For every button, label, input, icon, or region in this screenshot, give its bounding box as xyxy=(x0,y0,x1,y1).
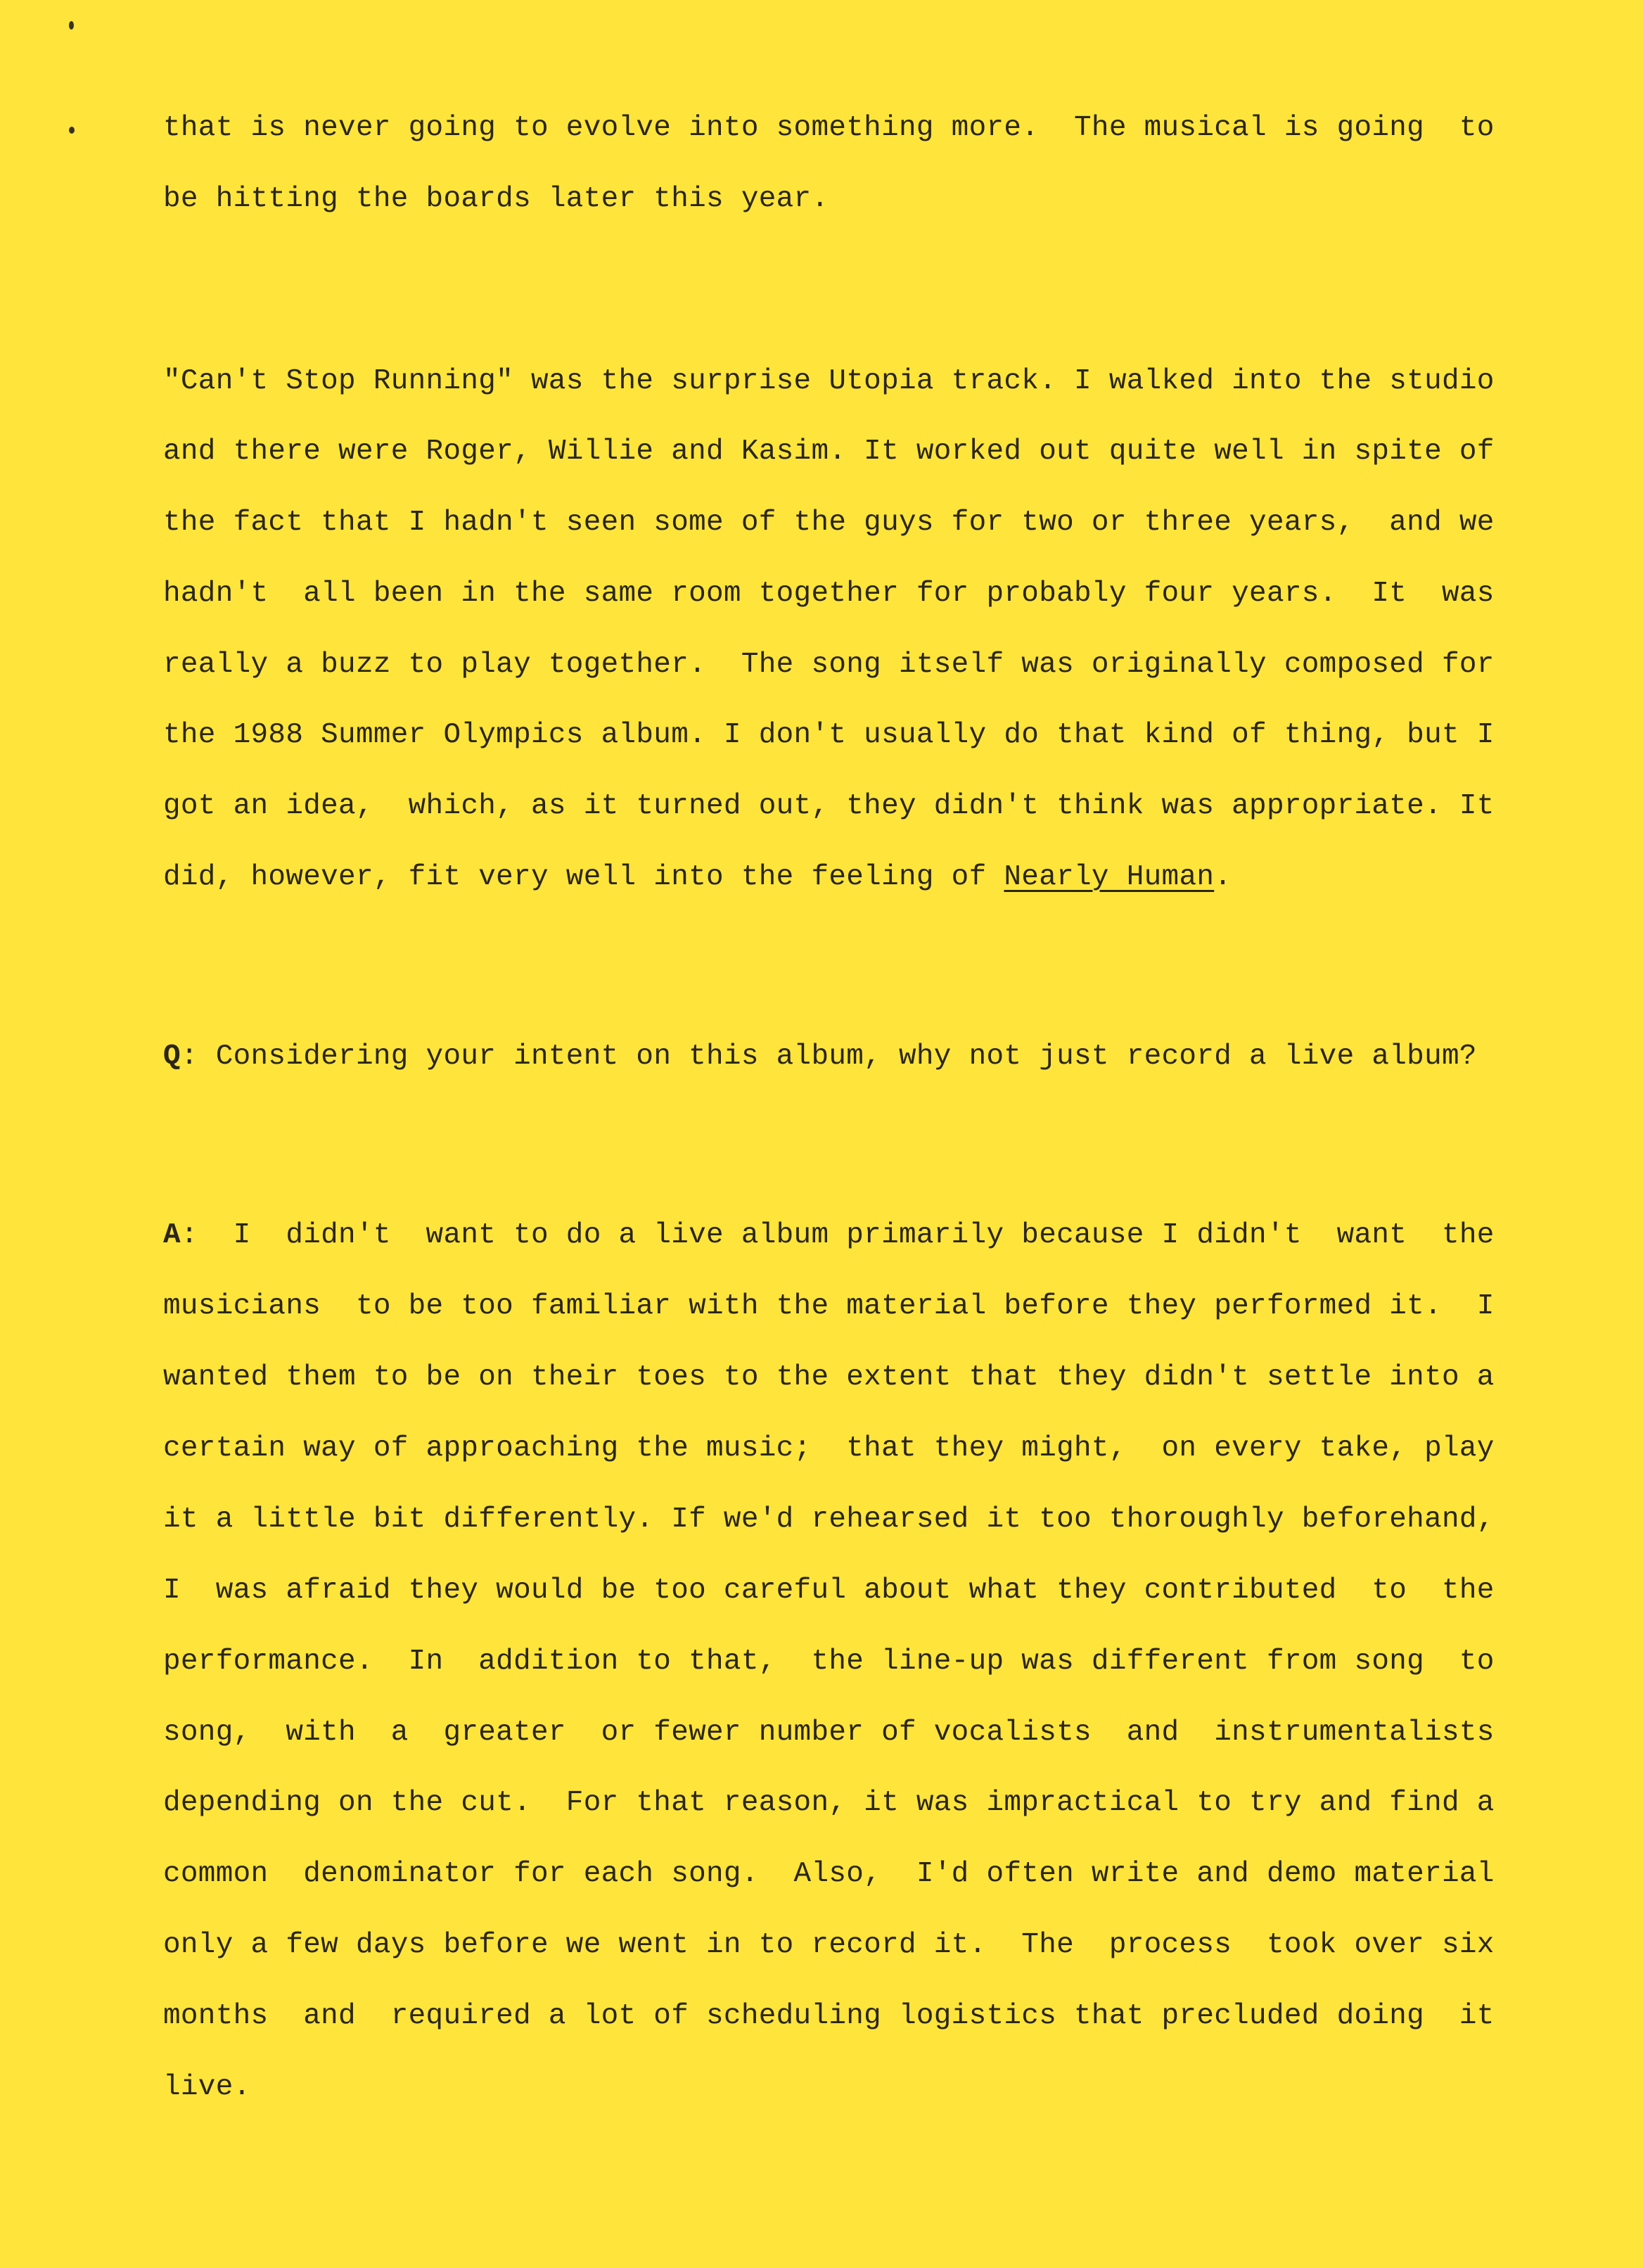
answer-line: only a few days before we went in to record it. The process took over six xyxy=(163,1929,1495,1961)
answer-line: I was afraid they would be too careful about what they contributed to the xyxy=(163,1574,1495,1607)
paragraph-2-line: the 1988 Summer Olympics album. I don't usually do that kind of thing, but I xyxy=(163,719,1495,751)
answer-line: performance. In addition to that, the line-up was different from song to xyxy=(163,1645,1495,1678)
answer-line: musicians to be too familiar with the material before they performed it. I xyxy=(163,1290,1495,1323)
scan-mark-dot xyxy=(69,21,74,30)
paragraph-2-line: "Can't Stop Running" was the surprise Utopia track. I walked into the studio xyxy=(163,365,1495,397)
paragraph-2-last-line xyxy=(163,860,1232,895)
answer-line: it a little bit differently. If we'd rehearsed it too thoroughly beforehand, xyxy=(163,1503,1495,1536)
question-line xyxy=(163,1039,1477,1074)
answer-first-line-text: : I didn't want to do a live album primarily because I didn't want the xyxy=(180,1219,1495,1251)
paragraph-2-line: hadn't all been in the same room together for probably four years. It was xyxy=(163,578,1495,610)
question-label: Q xyxy=(163,1040,181,1073)
paragraph-2-line: the fact that I hadn't seen some of the guys for two or three years, and we xyxy=(163,507,1495,539)
answer-first-line xyxy=(163,1218,1495,1253)
paragraph-2-last-line-suffix: . xyxy=(1214,861,1232,893)
answer-line: song, with a greater or fewer number of vocalists and instrumentalists xyxy=(163,1716,1495,1749)
paragraph-2-line: got an idea, which, as it turned out, they didn't think was appropriate. It xyxy=(163,790,1495,822)
paragraph-2-line: really a buzz to play together. The song itself was originally composed for xyxy=(163,649,1495,681)
answer-line: live. xyxy=(163,2071,251,2103)
answer-line: months and required a lot of scheduling logistics that precluded doing it xyxy=(163,2000,1495,2032)
question-text: : Considering your intent on this album, why not just record a live album? xyxy=(180,1040,1477,1073)
answer-line: wanted them to be on their toes to the extent that they didn't settle into a xyxy=(163,1361,1495,1394)
answer-line: common denominator for each song. Also, I'd often write and demo material xyxy=(163,1858,1495,1890)
paragraph-2-last-line-prefix: did, however, fit very well into the feeling of xyxy=(163,861,1004,893)
paragraph-1-line: that is never going to evolve into something more. The musical is going to xyxy=(163,112,1495,144)
answer-label: A xyxy=(163,1219,181,1251)
paragraph-1-line: be hitting the boards later this year. xyxy=(163,183,829,215)
answer-line: certain way of approaching the music; that they might, on every take, play xyxy=(163,1432,1495,1465)
paragraph-2-line: and there were Roger, Willie and Kasim. It worked out quite well in spite of xyxy=(163,435,1495,468)
answer-line: depending on the cut. For that reason, it was impractical to try and find a xyxy=(163,1787,1495,1819)
scan-mark-dot xyxy=(69,127,75,134)
album-title: Nearly Human xyxy=(1004,861,1215,893)
